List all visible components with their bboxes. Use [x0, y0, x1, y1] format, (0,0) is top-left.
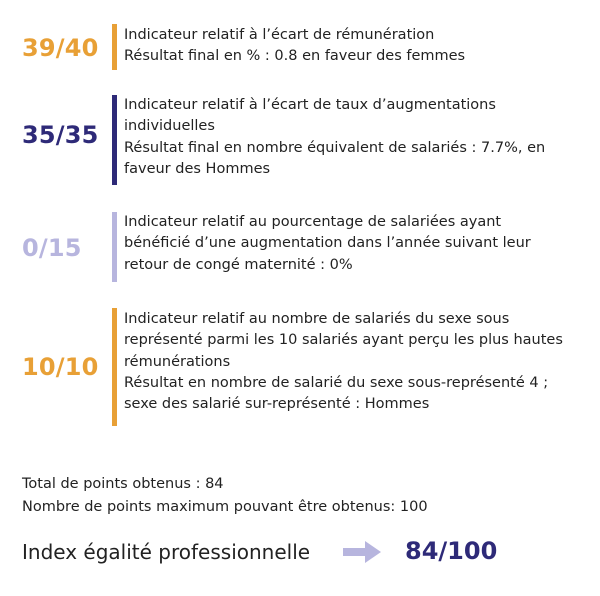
index-score: 84/100 — [405, 537, 498, 565]
indicator-bar — [112, 308, 117, 426]
indicator-pay-gap — [0, 24, 600, 70]
description-line: rémunérations — [124, 353, 231, 370]
description-line: Résultat en nombre de salarié du sexe sous-représenté 4 ; — [124, 374, 549, 391]
indicator-raise-rate-gap — [0, 95, 600, 185]
description-line: représenté parmi les 10 salariés ayant perçu les plus hautes — [124, 332, 563, 349]
description-line: Indicateur relatif au pourcentage de salariées ayant — [124, 214, 502, 230]
right-arrow-icon — [343, 539, 383, 565]
index-label: Index égalité professionnelle — [22, 540, 311, 564]
points-summary — [22, 473, 428, 519]
indicator-score: 10/10 — [22, 353, 99, 381]
total-points-obtained: Total de points obtenus : 84 — [22, 476, 224, 492]
description-line: sexe des salarié sur-représenté : Hommes — [124, 396, 430, 413]
indicator-description — [124, 212, 594, 276]
indicator-top-earners — [0, 308, 600, 426]
description-line: Indicateur relatif à l’écart de taux d’augmentations — [124, 97, 496, 113]
description-line: Indicateur relatif au nombre de salariés du sexe sous — [124, 311, 510, 327]
description-line: retour de congé maternité : 0% — [124, 256, 353, 273]
description-line: Résultat final en nombre équivalent de salariés : 7.7%, en — [124, 139, 546, 156]
indicator-bar — [112, 24, 117, 70]
indicator-score: 35/35 — [22, 121, 99, 149]
indicator-maternity-raise — [0, 212, 600, 282]
description-line: Indicateur relatif à l’écart de rémunération — [124, 27, 435, 43]
description-line: individuelles — [124, 118, 215, 135]
indicator-bar — [112, 95, 117, 185]
indicator-description — [124, 309, 594, 415]
equality-index — [22, 536, 582, 570]
indicator-score: 0/15 — [22, 234, 82, 262]
description-line: bénéficié d’une augmentation dans l’année suivant leur — [124, 235, 531, 252]
indicator-score: 39/40 — [22, 34, 99, 62]
indicator-description — [124, 95, 594, 180]
indicator-bar — [112, 212, 117, 282]
description-line: faveur des Hommes — [124, 160, 271, 177]
description-line: Résultat final en % : 0.8 en faveur des femmes — [124, 48, 466, 65]
indicator-description — [124, 25, 594, 68]
max-points-possible: Nombre de points maximum pouvant être obtenus: 100 — [22, 499, 428, 515]
